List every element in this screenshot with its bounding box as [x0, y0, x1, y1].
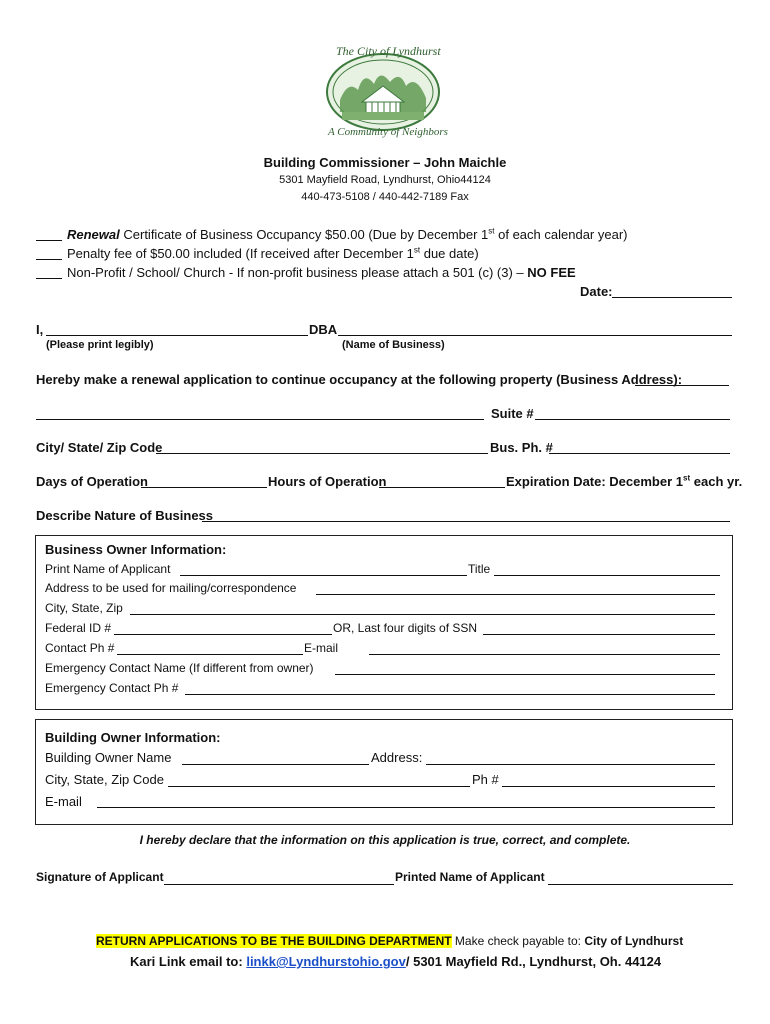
print-name-label: Print Name of Applicant — [45, 562, 171, 576]
date-label: Date: — [580, 284, 613, 299]
building-email-field[interactable] — [97, 807, 715, 808]
building-city-field[interactable] — [168, 786, 470, 787]
email-field[interactable] — [369, 654, 720, 655]
signature-field[interactable] — [164, 884, 394, 885]
applicant-name-field[interactable] — [46, 335, 308, 336]
email-label: E-mail — [304, 641, 339, 655]
federal-id-label: Federal ID # — [45, 621, 112, 635]
contact-line — [130, 954, 661, 969]
nature-label: Describe Nature of Business — [36, 508, 214, 523]
nature-field[interactable] — [202, 521, 730, 522]
hours-field[interactable] — [379, 487, 505, 488]
check-payable-text: Make check payable to: — [454, 934, 581, 948]
penalty-option — [67, 246, 479, 261]
expiration-sup: st — [683, 473, 691, 483]
renewal-text-end: of each calendar year) — [494, 227, 628, 242]
contact-ph-label: Contact Ph # — [45, 641, 115, 655]
header-address: 5301 Mayfield Road, Lyndhurst, Ohio44124 — [279, 174, 491, 186]
return-instruction: RETURN APPLICATIONS TO BE THE BUILDING DEPARTMENT — [96, 934, 452, 948]
building-owner-heading: Building Owner Information: — [45, 730, 221, 745]
header-phone: 440-473-5108 / 440-442-7189 Fax — [301, 191, 469, 203]
renewal-statement: Hereby make a renewal application to continue occupancy at the following property (Business Address): — [36, 372, 683, 387]
payee: City of Lyndhurst — [584, 934, 684, 948]
printed-name-field[interactable] — [548, 884, 733, 885]
ssn-label: OR, Last four digits of SSN — [333, 621, 478, 635]
penalty-sup: st — [413, 245, 421, 255]
building-ph-field[interactable] — [502, 786, 715, 787]
bus-ph-label: Bus. Ph. # — [490, 440, 553, 455]
suite-label: Suite # — [491, 406, 534, 421]
renewal-sup: st — [488, 226, 495, 236]
title-field[interactable] — [494, 575, 720, 576]
emergency-name-label: Emergency Contact Name (If different from owner) — [45, 661, 314, 675]
city-state-zip-field[interactable] — [156, 453, 488, 454]
emergency-ph-label: Emergency Contact Ph # — [45, 681, 179, 695]
date-field[interactable] — [612, 297, 732, 298]
dba-label: DBA — [309, 322, 338, 337]
penalty-text: Penalty fee of $50.00 included (If received after December 1 — [67, 246, 414, 261]
nonprofit-option — [67, 265, 576, 280]
expiration-text-end: each yr. — [690, 474, 743, 489]
signature-label: Signature of Applicant — [36, 870, 164, 884]
business-address-field[interactable] — [635, 385, 729, 386]
suite-field[interactable] — [535, 419, 730, 420]
penalty-text-end: due date) — [420, 246, 479, 261]
print-name-field[interactable] — [180, 575, 467, 576]
building-owner-address-field[interactable] — [426, 764, 715, 765]
penalty-checkline[interactable] — [36, 259, 62, 260]
business-hint: (Name of Business) — [342, 339, 445, 351]
city-logo — [318, 40, 448, 150]
hours-label: Hours of Operation — [268, 474, 387, 489]
bus-ph-field[interactable] — [549, 453, 730, 454]
title-label: Title — [468, 562, 491, 576]
print-hint: (Please print legibly) — [46, 339, 154, 351]
ssn-field[interactable] — [483, 634, 715, 635]
renewal-label: Renewal — [67, 227, 120, 242]
business-name-field[interactable] — [338, 335, 732, 336]
building-owner-name-label: Building Owner Name — [45, 750, 172, 765]
mailing-field[interactable] — [316, 594, 715, 595]
renewal-checkline[interactable] — [36, 240, 62, 241]
printed-name-label: Printed Name of Applicant — [395, 870, 545, 884]
building-city-label: City, State, Zip Code — [45, 772, 164, 787]
declaration: I hereby declare that the information on this application is true, correct, and complete. — [139, 833, 631, 847]
expiration-text: Expiration Date: December 1 — [506, 474, 684, 489]
business-owner-heading: Business Owner Information: — [45, 542, 227, 557]
address-line-field[interactable] — [36, 419, 484, 420]
days-label: Days of Operation — [36, 474, 148, 489]
nonprofit-checkline[interactable] — [36, 278, 62, 279]
city-field[interactable] — [130, 614, 715, 615]
emergency-name-field[interactable] — [335, 674, 715, 675]
logo-bottom-text: A Community of Neighbors — [328, 126, 448, 138]
return-line — [96, 934, 683, 948]
contact-address: / 5301 Mayfield Rd., Lyndhurst, Oh. 44124 — [405, 954, 662, 969]
renewal-option — [67, 227, 627, 242]
city-label: City, State, Zip — [45, 601, 123, 615]
emergency-ph-field[interactable] — [185, 694, 715, 695]
i-label: I, — [36, 322, 44, 337]
mailing-label: Address to be used for mailing/correspondence — [45, 581, 297, 595]
building-owner-address-label: Address: — [371, 750, 423, 765]
logo-top-text: The City of Lyndhurst — [336, 44, 441, 58]
contact-ph-field[interactable] — [117, 654, 303, 655]
contact-email-link[interactable]: linkk@Lyndhurstohio.gov — [246, 954, 406, 969]
building-owner-name-field[interactable] — [182, 764, 369, 765]
expiration-label — [506, 474, 742, 489]
days-field[interactable] — [141, 487, 267, 488]
contact-label: Kari Link email to: — [130, 954, 243, 969]
renewal-text: Certificate of Business Occupancy $50.00 (Due by December 1 — [123, 227, 489, 242]
header-title: Building Commissioner – John Maichle — [263, 155, 507, 170]
federal-id-field[interactable] — [114, 634, 332, 635]
nonprofit-text: Non-Profit / School/ Church - If non-profit business please attach a 501 (c) (3) – — [67, 265, 524, 280]
building-email-label: E-mail — [45, 794, 82, 809]
city-state-zip-label: City/ State/ Zip Code — [36, 440, 163, 455]
nonprofit-fee: NO FEE — [527, 265, 576, 280]
building-ph-label: Ph # — [472, 772, 499, 787]
